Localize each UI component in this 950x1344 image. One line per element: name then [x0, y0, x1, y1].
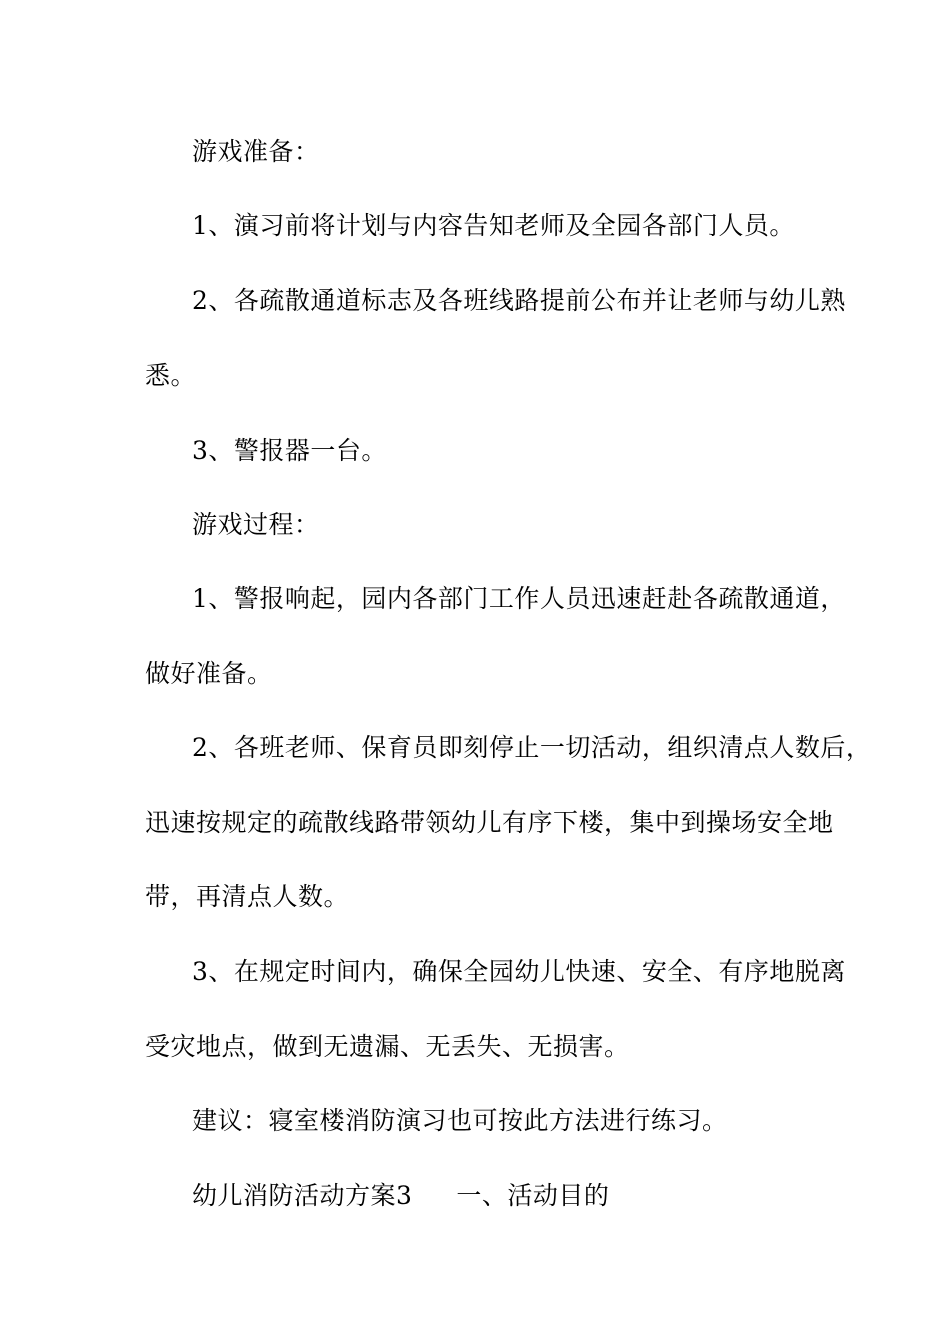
paragraph-heading-process: 游戏过程： — [192, 510, 320, 539]
paragraph-line: 2、各班老师、保育员即刻停止一切活动，组织清点人数后， — [192, 733, 872, 762]
paragraph-line: 迅速按规定的疏散线路带领幼儿有序下楼，集中到操场安全地 — [145, 808, 834, 837]
plan-title: 幼儿消防活动方案3 — [192, 1181, 413, 1210]
paragraph-line: 1、警报响起，园内各部门工作人员迅速赶赴各疏散通道， — [192, 584, 846, 613]
paragraph-heading-preparation: 游戏准备： — [192, 137, 320, 166]
paragraph-line: 1、演习前将计划与内容告知老师及全园各部门人员。 — [192, 211, 795, 240]
section-title-line — [192, 1181, 609, 1211]
section-heading: 一、活动目的 — [456, 1181, 610, 1210]
paragraph-line: 3、警报器一台。 — [192, 436, 387, 465]
paragraph-line: 3、在规定时间内，确保全园幼儿快速、安全、有序地脱离 — [192, 957, 846, 986]
paragraph-suggestion: 建议：寝室楼消防演习也可按此方法进行练习。 — [192, 1106, 728, 1135]
paragraph-line: 做好准备。 — [145, 659, 273, 688]
paragraph-line: 悉。 — [145, 361, 197, 390]
paragraph-line: 带，再清点人数。 — [145, 882, 350, 911]
paragraph-line: 2、各疏散通道标志及各班线路提前公布并让老师与幼儿熟 — [192, 286, 846, 315]
paragraph-line: 受灾地点，做到无遗漏、无丢失、无损害。 — [145, 1032, 630, 1061]
